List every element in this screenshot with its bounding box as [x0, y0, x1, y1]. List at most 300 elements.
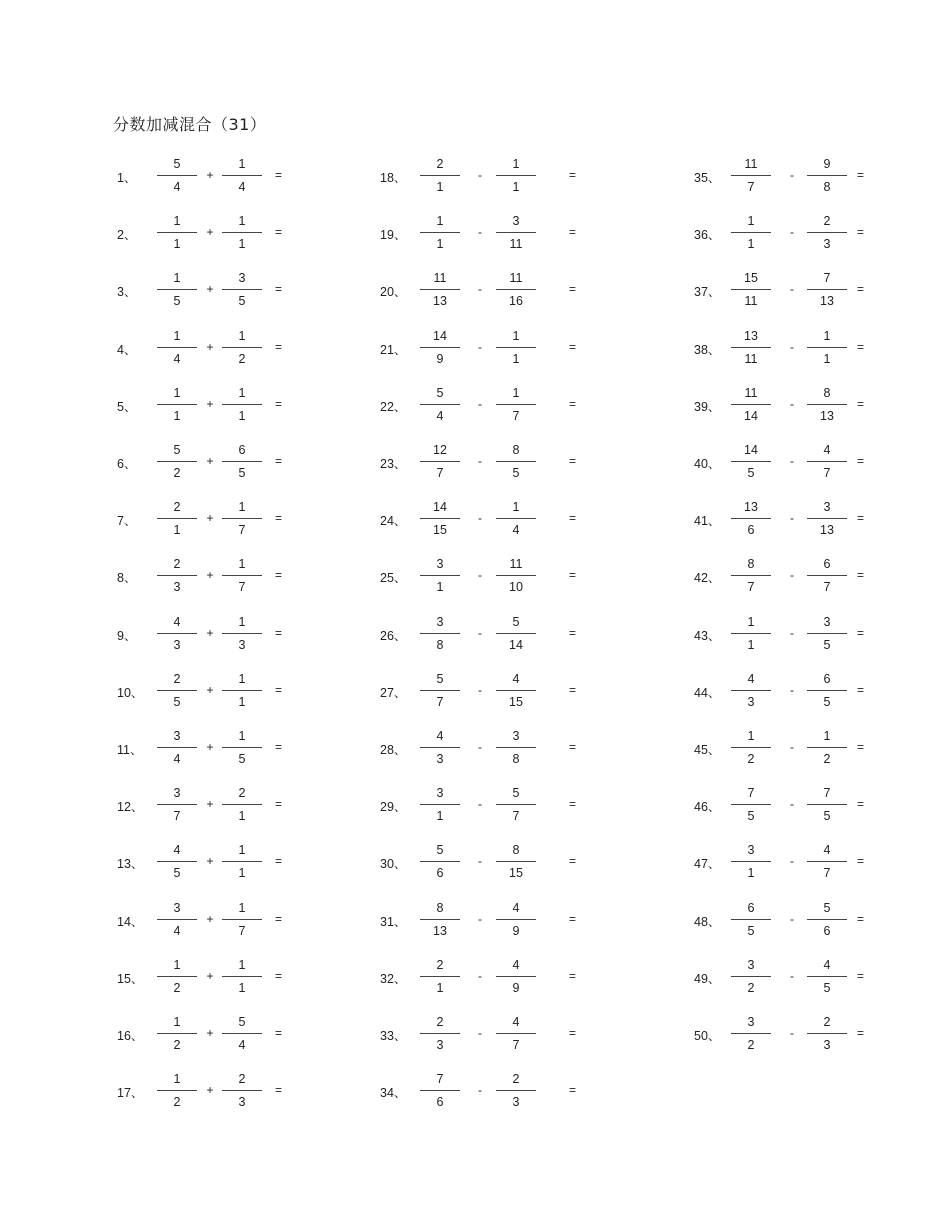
problem-number: 1、	[117, 171, 137, 185]
problem-number: 4、	[117, 342, 137, 357]
denominator: 5	[747, 923, 755, 938]
operator-sign: -	[790, 968, 794, 983]
fraction-left	[420, 899, 460, 943]
fraction-right	[807, 555, 847, 599]
fraction-right	[807, 670, 847, 714]
fraction-bar	[420, 747, 460, 748]
fraction-right	[222, 841, 262, 885]
fraction-left	[420, 327, 460, 371]
equals-sign: =	[275, 682, 283, 697]
fraction-bar	[222, 575, 262, 576]
problem-item	[694, 327, 894, 371]
problem-number: 27、	[380, 685, 407, 700]
fraction-bar	[496, 861, 536, 862]
fraction-bar	[222, 518, 262, 519]
fraction-bar	[420, 404, 460, 405]
fraction-bar	[807, 404, 847, 405]
problem-number: 16、	[117, 1029, 144, 1043]
fraction-right	[222, 1013, 262, 1057]
denominator: 14	[509, 637, 523, 652]
numerator: 1	[238, 671, 246, 686]
fraction-right	[222, 498, 262, 542]
fraction-right	[807, 899, 847, 943]
denominator: 8	[436, 637, 444, 652]
numerator: 4	[512, 671, 520, 686]
denominator: 3	[173, 580, 181, 595]
denominator: 2	[747, 752, 755, 766]
fraction-bar	[222, 1033, 262, 1034]
numerator: 1	[173, 214, 181, 229]
denominator: 1	[823, 351, 831, 366]
numerator: 3	[173, 786, 181, 801]
numerator: 3	[436, 614, 444, 629]
problem-number: 34、	[380, 1086, 407, 1101]
fraction-bar	[420, 976, 460, 977]
fraction-left	[731, 555, 771, 599]
problem-number: 3、	[117, 285, 137, 300]
equals-sign: =	[569, 625, 577, 640]
denominator: 7	[173, 809, 181, 824]
denominator: 13	[433, 294, 447, 309]
denominator: 2	[173, 466, 181, 480]
numerator: 3	[173, 729, 181, 743]
operator-sign: -	[478, 568, 482, 583]
denominator: 1	[173, 408, 181, 423]
problem-item	[380, 841, 580, 885]
denominator: 5	[747, 809, 755, 824]
problem-number: 18、	[380, 171, 407, 185]
numerator: 1	[173, 385, 181, 400]
equals-sign: =	[569, 682, 577, 697]
problem-item	[694, 498, 894, 542]
numerator: 11	[744, 157, 758, 171]
problem-number: 44、	[694, 685, 721, 700]
problem-item	[380, 498, 580, 542]
fraction-right	[496, 1070, 536, 1114]
denominator: 3	[436, 1038, 444, 1052]
problem-number: 6、	[117, 457, 137, 471]
problem-item	[117, 784, 317, 828]
denominator: 7	[823, 866, 831, 881]
fraction-right	[807, 956, 847, 1000]
fraction-right	[222, 441, 262, 485]
equals-sign: =	[857, 625, 865, 640]
fraction-left	[420, 670, 460, 714]
problem-number: 19、	[380, 228, 407, 243]
equals-sign: =	[275, 396, 283, 411]
fraction-bar	[731, 804, 771, 805]
equals-sign: =	[275, 797, 283, 812]
numerator: 2	[512, 1072, 520, 1087]
numerator: 1	[173, 957, 181, 972]
problem-item	[694, 555, 894, 599]
denominator: 2	[173, 1095, 181, 1110]
numerator: 1	[173, 1072, 181, 1087]
numerator: 1	[238, 900, 246, 915]
fraction-bar	[496, 1090, 536, 1091]
fraction-left	[157, 384, 197, 428]
denominator: 5	[823, 694, 831, 709]
equals-sign: =	[857, 911, 865, 926]
numerator: 4	[512, 1015, 520, 1029]
operator-sign: -	[478, 511, 482, 526]
problem-number: 22、	[380, 399, 407, 414]
numerator: 5	[823, 900, 831, 915]
denominator: 11	[744, 294, 758, 309]
fraction-right	[807, 441, 847, 485]
fraction-bar	[731, 347, 771, 348]
problem-number: 39、	[694, 399, 721, 414]
operator-sign: -	[478, 1026, 482, 1040]
problem-number: 13、	[117, 857, 144, 872]
fraction-right	[496, 1013, 536, 1057]
numerator: 1	[512, 500, 520, 515]
fraction-right	[222, 613, 262, 657]
denominator: 6	[747, 523, 755, 538]
problem-number: 40、	[694, 457, 721, 471]
fraction-bar	[496, 347, 536, 348]
operator-sign: -	[478, 682, 482, 697]
operator-sign: -	[478, 968, 482, 983]
numerator: 1	[173, 1015, 181, 1029]
operator-sign: -	[790, 511, 794, 526]
numerator: 7	[436, 1072, 444, 1087]
numerator: 1	[238, 957, 246, 972]
fraction-right	[496, 956, 536, 1000]
numerator: 14	[433, 500, 447, 515]
fraction-bar	[157, 1090, 197, 1091]
fraction-bar	[807, 289, 847, 290]
fraction-bar	[731, 747, 771, 748]
operator-sign: -	[790, 568, 794, 583]
fraction-bar	[731, 575, 771, 576]
numerator: 1	[512, 157, 520, 171]
denominator: 4	[238, 1038, 246, 1052]
fraction-bar	[731, 518, 771, 519]
fraction-bar	[157, 575, 197, 576]
fraction-bar	[222, 461, 262, 462]
fraction-bar	[157, 690, 197, 691]
numerator: 3	[823, 614, 831, 629]
problem-item	[694, 1013, 894, 1057]
equals-sign: =	[857, 168, 865, 182]
denominator: 4	[512, 523, 520, 538]
operator-sign: +	[206, 625, 214, 640]
problem-number: 49、	[694, 971, 721, 986]
equals-sign: =	[275, 911, 283, 926]
fraction-right	[496, 727, 536, 771]
fraction-left	[731, 384, 771, 428]
operator-sign: -	[790, 396, 794, 411]
fraction-bar	[496, 575, 536, 576]
numerator: 2	[238, 786, 246, 801]
operator-sign: -	[790, 854, 794, 869]
numerator: 14	[744, 443, 758, 457]
fraction-left	[731, 899, 771, 943]
problem-number: 11、	[117, 743, 143, 757]
numerator: 4	[512, 957, 520, 972]
numerator: 1	[823, 729, 831, 743]
problem-number: 32、	[380, 971, 407, 986]
denominator: 1	[436, 980, 444, 995]
fraction-left	[157, 155, 197, 199]
problem-item	[117, 498, 317, 542]
fraction-bar	[731, 690, 771, 691]
problem-item	[380, 555, 580, 599]
operator-sign: -	[790, 225, 794, 240]
denominator: 1	[436, 580, 444, 595]
fraction-bar	[496, 690, 536, 691]
problem-item	[380, 384, 580, 428]
problem-item	[117, 555, 317, 599]
denominator: 1	[747, 866, 755, 881]
fraction-right	[807, 327, 847, 371]
numerator: 2	[173, 500, 181, 515]
fraction-bar	[222, 861, 262, 862]
numerator: 5	[436, 843, 444, 858]
numerator: 4	[823, 843, 831, 858]
problem-number: 35、	[694, 171, 721, 185]
fraction-left	[420, 784, 460, 828]
problem-number: 24、	[380, 514, 407, 529]
problem-number: 42、	[694, 571, 721, 586]
problem-number: 26、	[380, 628, 407, 643]
fraction-left	[731, 956, 771, 1000]
problem-number: 46、	[694, 800, 721, 815]
fraction-bar	[807, 232, 847, 233]
numerator: 3	[238, 271, 246, 286]
fraction-left	[731, 784, 771, 828]
operator-sign: -	[790, 911, 794, 926]
fraction-left	[731, 441, 771, 485]
fraction-left	[157, 441, 197, 485]
fraction-bar	[807, 919, 847, 920]
operator-sign: -	[790, 339, 794, 354]
equals-sign: =	[275, 968, 283, 983]
fraction-right	[496, 555, 536, 599]
fraction-bar	[807, 804, 847, 805]
equals-sign: =	[275, 282, 283, 297]
fraction-bar	[731, 175, 771, 176]
denominator: 9	[512, 980, 520, 995]
equals-sign: =	[569, 396, 577, 411]
fraction-bar	[420, 232, 460, 233]
fraction-bar	[222, 175, 262, 176]
numerator: 5	[173, 157, 181, 171]
fraction-bar	[496, 461, 536, 462]
operator-sign: -	[790, 454, 794, 468]
denominator: 1	[173, 237, 181, 252]
fraction-right	[807, 155, 847, 199]
problem-item	[117, 670, 317, 714]
fraction-left	[157, 1070, 197, 1114]
problem-item	[117, 727, 317, 771]
fraction-bar	[807, 861, 847, 862]
numerator: 12	[433, 443, 447, 457]
problem-item	[117, 1070, 317, 1114]
fraction-right	[222, 269, 262, 313]
denominator: 5	[173, 294, 181, 309]
denominator: 13	[820, 294, 834, 309]
fraction-right	[496, 784, 536, 828]
fraction-left	[157, 269, 197, 313]
fraction-bar	[157, 461, 197, 462]
operator-sign: +	[206, 511, 214, 526]
fraction-left	[157, 670, 197, 714]
numerator: 5	[238, 1015, 246, 1029]
equals-sign: =	[569, 454, 577, 468]
fraction-right	[807, 1013, 847, 1057]
fraction-left	[420, 155, 460, 199]
fraction-right	[807, 498, 847, 542]
fraction-bar	[496, 633, 536, 634]
numerator: 2	[436, 157, 444, 171]
equals-sign: =	[569, 568, 577, 583]
equals-sign: =	[275, 1083, 283, 1098]
fraction-bar	[222, 919, 262, 920]
numerator: 2	[436, 957, 444, 972]
denominator: 13	[433, 923, 447, 938]
problem-number: 8、	[117, 571, 137, 586]
denominator: 1	[238, 866, 246, 881]
denominator: 3	[436, 752, 444, 766]
fraction-bar	[222, 976, 262, 977]
fraction-right	[222, 212, 262, 256]
fraction-bar	[731, 289, 771, 290]
fraction-right	[222, 784, 262, 828]
fraction-bar	[731, 976, 771, 977]
operator-sign: +	[206, 568, 214, 583]
denominator: 3	[238, 1095, 246, 1110]
numerator: 1	[238, 843, 246, 858]
denominator: 5	[512, 466, 520, 480]
problem-number: 21、	[380, 342, 407, 357]
fraction-left	[420, 727, 460, 771]
problem-item	[117, 441, 317, 485]
fraction-right	[807, 384, 847, 428]
numerator: 2	[823, 1015, 831, 1029]
problem-item	[694, 441, 894, 485]
fraction-bar	[222, 804, 262, 805]
operator-sign: -	[478, 225, 482, 240]
denominator: 5	[173, 866, 181, 881]
numerator: 1	[238, 214, 246, 229]
denominator: 3	[512, 1095, 520, 1110]
equals-sign: =	[857, 1026, 865, 1040]
operator-sign: +	[206, 740, 214, 754]
fraction-bar	[222, 347, 262, 348]
problem-item	[117, 269, 317, 313]
problem-item	[694, 155, 894, 199]
operator-sign: +	[206, 396, 214, 411]
numerator: 11	[433, 271, 447, 286]
fraction-left	[157, 498, 197, 542]
fraction-bar	[157, 404, 197, 405]
fraction-bar	[420, 347, 460, 348]
numerator: 13	[744, 500, 758, 515]
equals-sign: =	[569, 511, 577, 526]
denominator: 1	[512, 351, 520, 366]
numerator: 3	[173, 900, 181, 915]
denominator: 3	[173, 637, 181, 652]
numerator: 5	[512, 786, 520, 801]
denominator: 1	[436, 809, 444, 824]
denominator: 4	[173, 752, 181, 766]
problem-item	[694, 784, 894, 828]
problem-number: 12、	[117, 800, 144, 815]
numerator: 1	[238, 385, 246, 400]
fraction-bar	[496, 289, 536, 290]
fraction-right	[222, 555, 262, 599]
numerator: 2	[173, 557, 181, 572]
operator-sign: -	[478, 740, 482, 754]
fraction-bar	[807, 518, 847, 519]
numerator: 1	[512, 385, 520, 400]
numerator: 1	[747, 729, 755, 743]
operator-sign: -	[478, 911, 482, 926]
problem-number: 29、	[380, 800, 407, 815]
denominator: 5	[823, 980, 831, 995]
equals-sign: =	[857, 282, 865, 297]
denominator: 1	[238, 408, 246, 423]
fraction-bar	[420, 804, 460, 805]
fraction-left	[157, 899, 197, 943]
equals-sign: =	[275, 511, 283, 526]
numerator: 7	[823, 786, 831, 801]
problem-number: 15、	[117, 971, 144, 986]
denominator: 1	[747, 637, 755, 652]
denominator: 6	[436, 1095, 444, 1110]
problem-number: 36、	[694, 228, 721, 243]
numerator: 3	[436, 557, 444, 572]
numerator: 5	[436, 671, 444, 686]
denominator: 3	[747, 694, 755, 709]
numerator: 7	[823, 271, 831, 286]
problem-number: 5、	[117, 399, 137, 414]
numerator: 7	[747, 786, 755, 801]
fraction-left	[731, 1013, 771, 1057]
denominator: 5	[238, 466, 246, 480]
denominator: 9	[436, 351, 444, 366]
numerator: 15	[744, 271, 758, 286]
fraction-right	[807, 727, 847, 771]
fraction-bar	[496, 747, 536, 748]
problem-item	[117, 956, 317, 1000]
operator-sign: +	[206, 854, 214, 869]
fraction-bar	[157, 518, 197, 519]
equals-sign: =	[569, 797, 577, 812]
fraction-right	[496, 498, 536, 542]
problem-item	[117, 613, 317, 657]
problem-item	[117, 155, 317, 199]
equals-sign: =	[569, 1026, 577, 1040]
numerator: 9	[823, 157, 831, 171]
problem-item	[117, 212, 317, 256]
denominator: 7	[512, 408, 520, 423]
fraction-bar	[420, 1090, 460, 1091]
equals-sign: =	[569, 911, 577, 926]
fraction-right	[222, 155, 262, 199]
numerator: 4	[173, 614, 181, 629]
operator-sign: -	[478, 168, 482, 182]
numerator: 4	[823, 957, 831, 972]
equals-sign: =	[857, 968, 865, 983]
numerator: 2	[173, 671, 181, 686]
numerator: 8	[436, 900, 444, 915]
fraction-bar	[807, 976, 847, 977]
denominator: 13	[820, 408, 834, 423]
numerator: 1	[173, 271, 181, 286]
